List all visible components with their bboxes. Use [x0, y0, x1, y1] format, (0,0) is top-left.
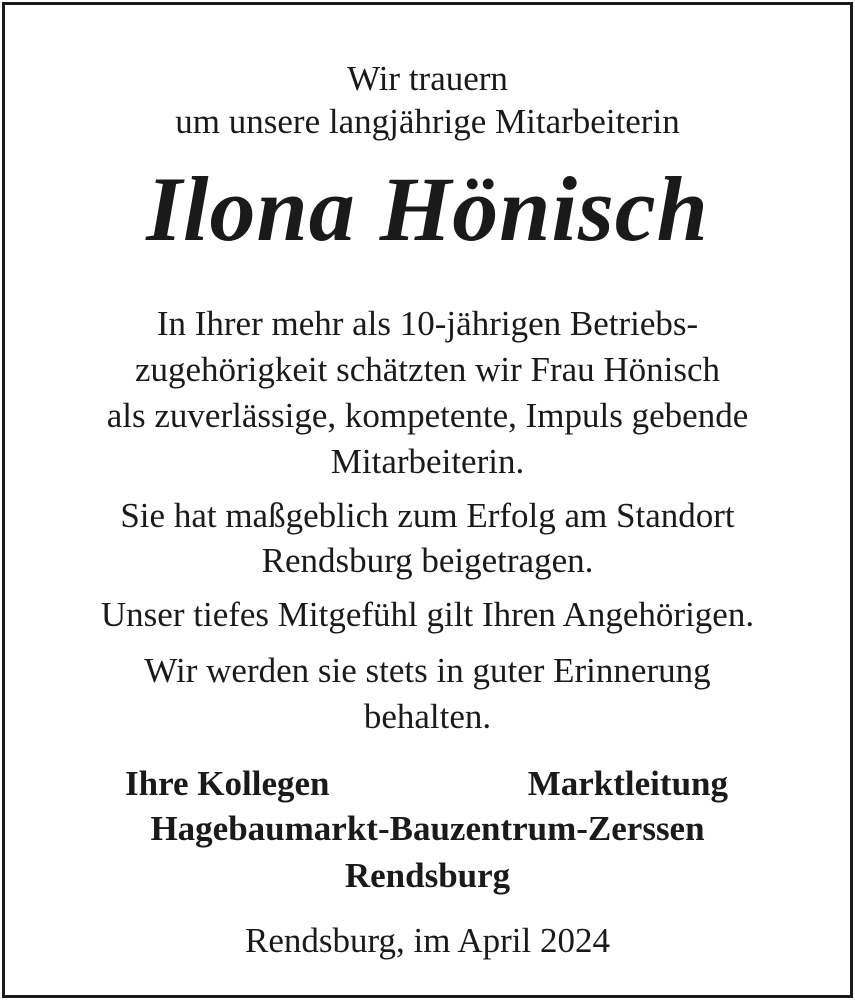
paragraph-1-line-3: als zuverlässige, kompetente, Impuls gebende [106, 396, 749, 435]
obituary-notice [2, 2, 853, 998]
signature-management: Marktleitung [527, 764, 728, 803]
signature-company: Hagebaumarkt-Bauzentrum-Zerssen [150, 809, 705, 848]
paragraph-1-line-1: In Ihrer mehr als 10-jährigen Betriebs- [156, 304, 699, 343]
paragraph-4-line-2: behalten. [363, 697, 492, 736]
deceased-name: Ilona Hönisch [146, 158, 709, 260]
paragraph-2-line-2: Rendsburg beigetragen. [261, 541, 594, 580]
paragraph-3-line-1: Unser tiefes Mitgefühl gilt Ihren Angehörigen. [100, 595, 755, 634]
signature-colleagues: Ihre Kollegen [125, 764, 330, 803]
paragraph-4-line-1: Wir werden sie stets in guter Erinnerung [144, 651, 711, 690]
paragraph-1-line-4: Mitarbeiterin. [330, 442, 525, 481]
paragraph-1-line-2: zugehörigkeit schätzten wir Frau Hönisch [134, 350, 721, 389]
paragraph-2-line-1: Sie hat maßgeblich zum Erfolg am Standort [120, 496, 735, 535]
place-and-date: Rendsburg, im April 2024 [245, 921, 610, 960]
intro-line-1: Wir trauern [347, 59, 508, 98]
signature-city: Rendsburg [344, 856, 511, 895]
intro-line-2: um unsere langjährige Mitarbeiterin [175, 102, 680, 141]
